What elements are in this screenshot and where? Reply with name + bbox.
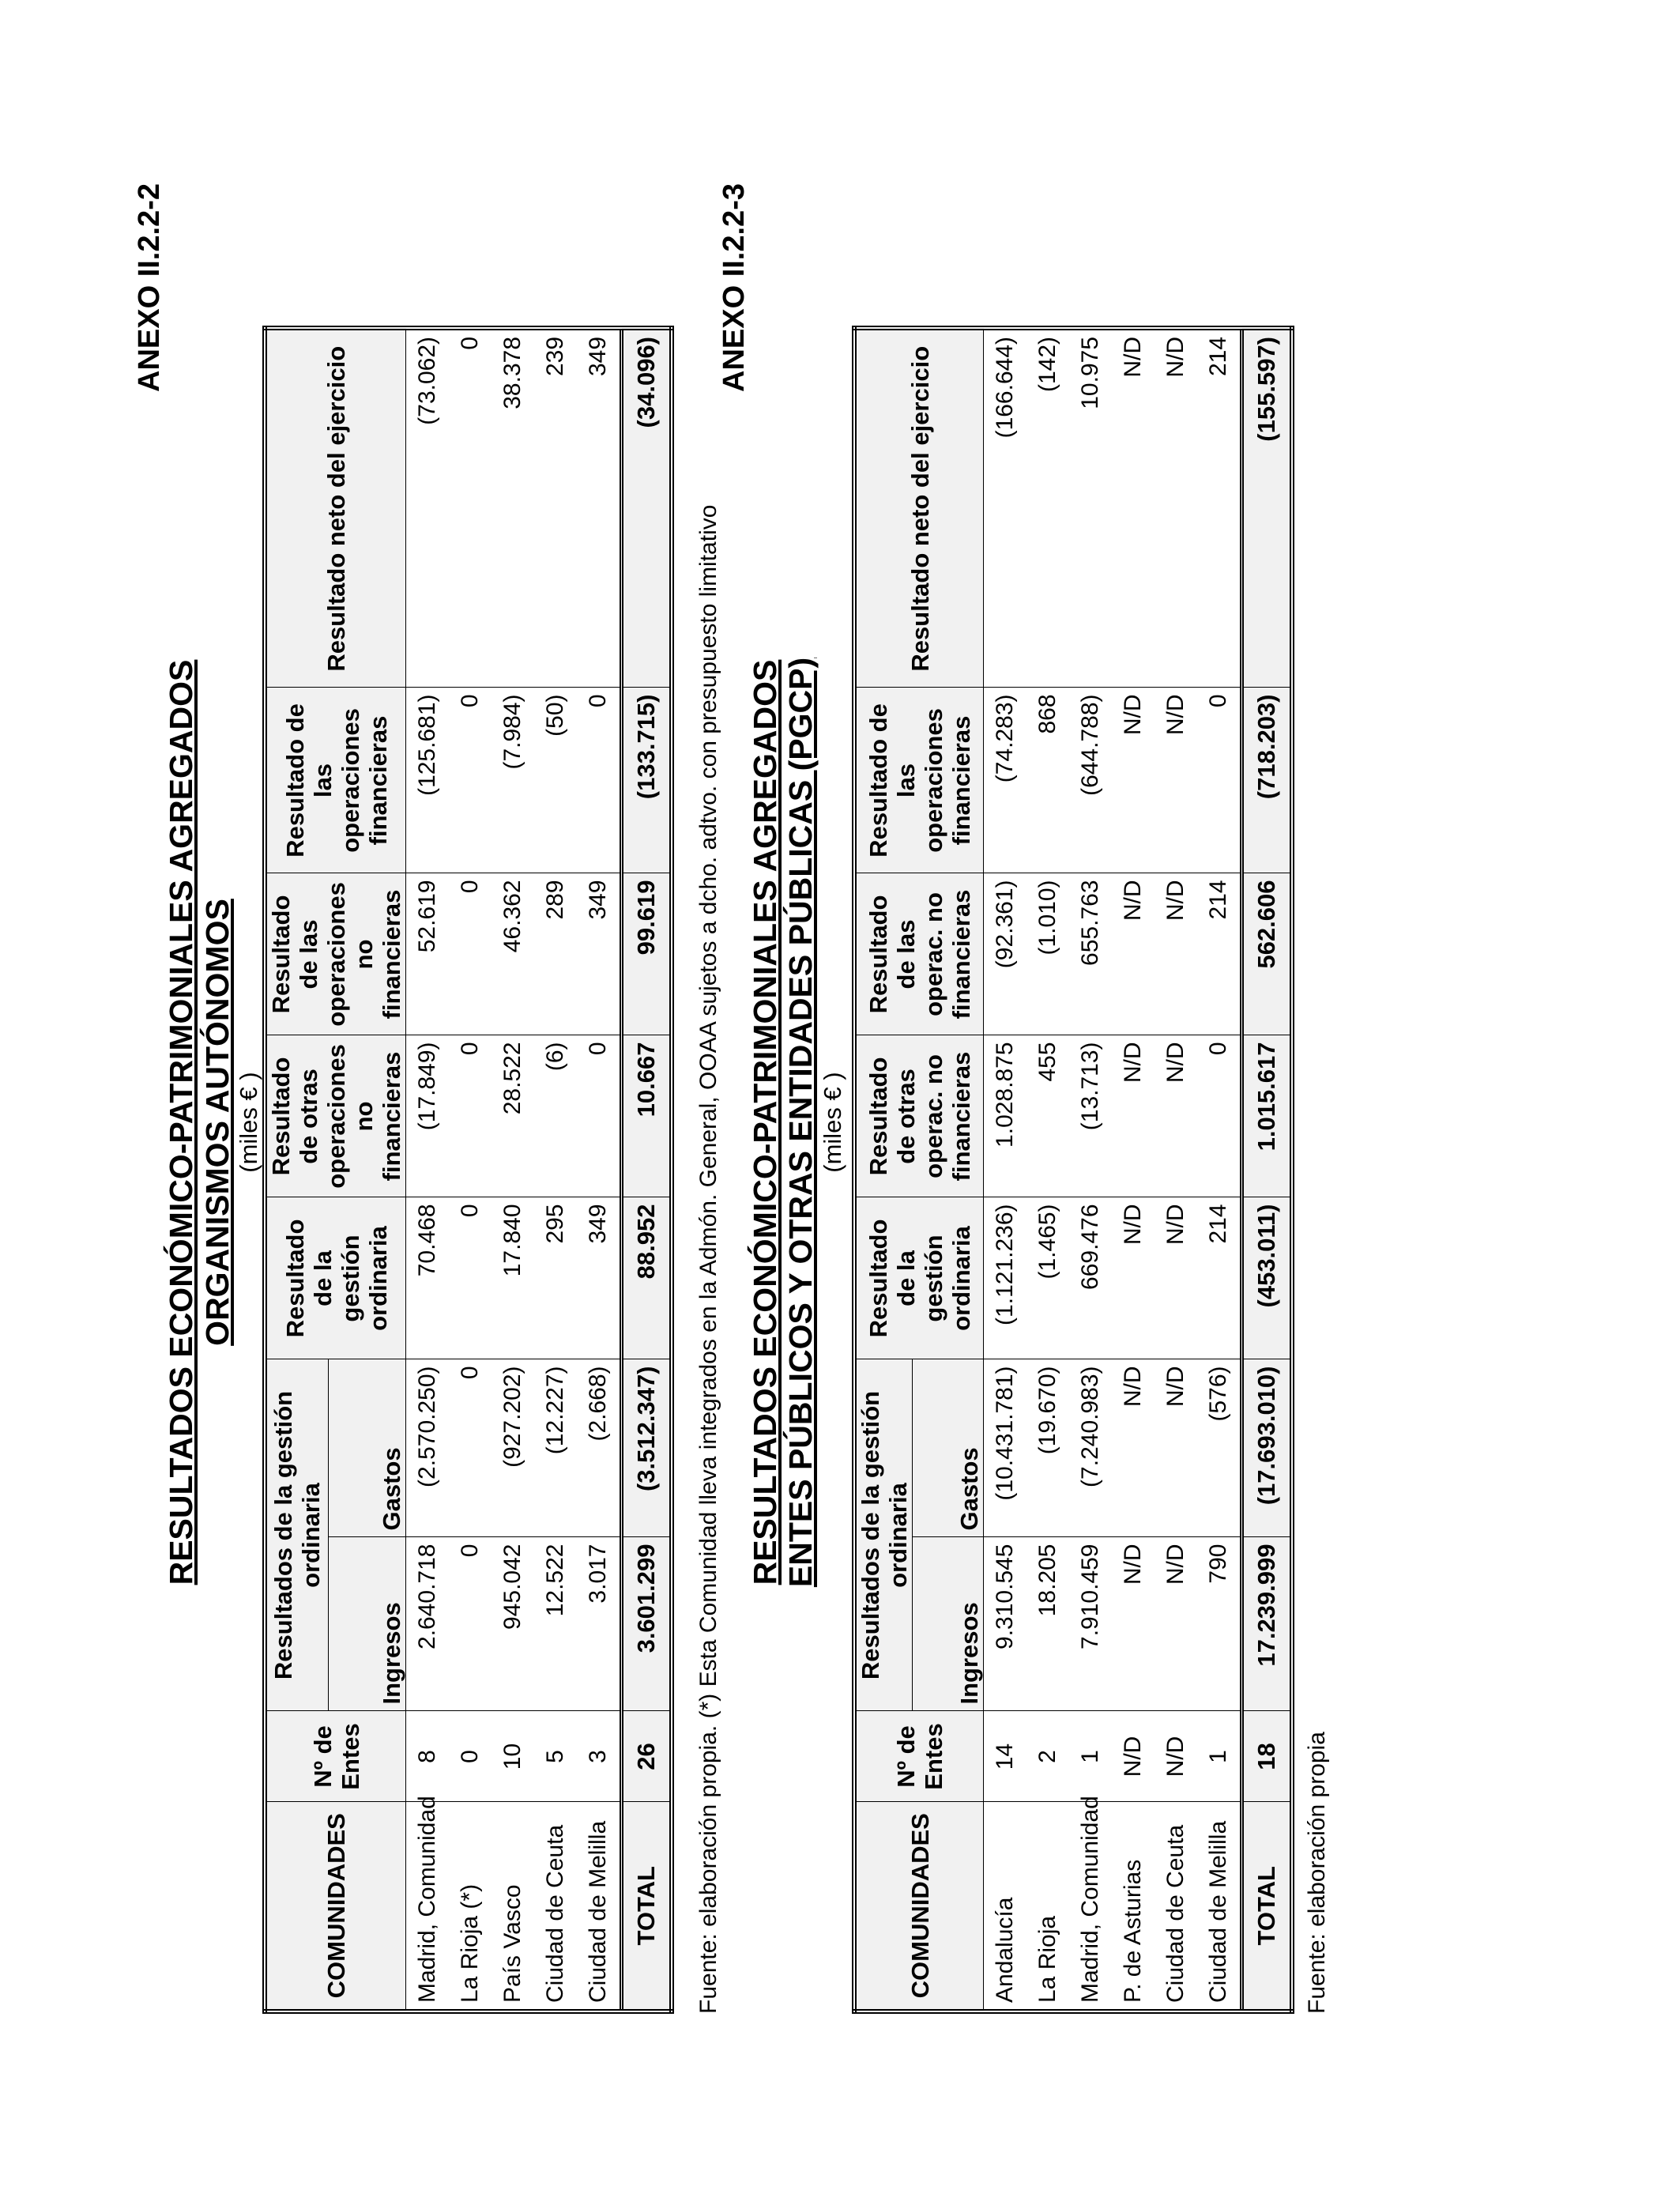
cell-res-otras: 1.028.875 [984, 1035, 1027, 1197]
cell-res-fin: 0 [1197, 688, 1242, 873]
table2-title-line2: ENTES PÚBLICOS Y OTRAS ENTIDADES PÚBLICAS (PGCP) [782, 657, 819, 1588]
cell-res-gestion: 70.468 [406, 1197, 450, 1359]
cell-res-fin: 0 [449, 688, 492, 873]
cell-res-fin: 868 [1026, 688, 1069, 873]
cell-ingresos: 2.640.718 [406, 1537, 450, 1711]
cell-comunidad: País Vasco [492, 1802, 534, 2011]
cell-res-gestion: N/D [1155, 1197, 1197, 1359]
cell-ingresos: 18.205 [1026, 1537, 1069, 1711]
cell-res-no-fin: (1.010) [1026, 873, 1069, 1035]
header-res-neto: Resultado neto del ejercicio [265, 328, 406, 688]
cell-res-no-fin: 214 [1197, 873, 1242, 1035]
table-row [1069, 328, 1112, 2011]
cell-res-no-fin: 0 [449, 873, 492, 1035]
cell-entes: N/D [1155, 1711, 1197, 1802]
cell-res-otras: (13.713) [1069, 1035, 1112, 1197]
cell-res-no-fin: 655.763 [1069, 873, 1112, 1035]
cell-res-fin: (125.681) [406, 688, 450, 873]
cell-comunidad: TOTAL [622, 1802, 672, 2011]
header-comunidades: COMUNIDADES [854, 1802, 984, 2011]
table2-footnote: Fuente: elaboración propia [1304, 1732, 1330, 2014]
cell-res-neto: 38.378 [492, 328, 534, 688]
cell-res-neto: (73.062) [406, 328, 450, 688]
cell-res-no-fin: 46.362 [492, 873, 534, 1035]
table-row [984, 328, 1027, 2011]
cell-entes: 2 [1026, 1711, 1069, 1802]
cell-gastos: (576) [1197, 1359, 1242, 1537]
cell-gastos: (927.202) [492, 1359, 534, 1537]
cell-ingresos: 3.601.299 [622, 1537, 672, 1711]
table-row [1026, 328, 1069, 2011]
cell-ingresos: 790 [1197, 1537, 1242, 1711]
cell-res-neto: 239 [534, 328, 577, 688]
cell-res-neto: (142) [1026, 328, 1069, 688]
cell-res-gestion: 17.840 [492, 1197, 534, 1359]
cell-entes: 26 [622, 1711, 672, 1802]
cell-comunidad: Ciudad de Melilla [1197, 1802, 1242, 2011]
header-res-gestion: Resultado de la gestión ordinaria [854, 1197, 984, 1359]
header-res-otras: Resultado de otras operaciones no financieras [265, 1035, 406, 1197]
cell-comunidad: Ciudad de Melilla [577, 1802, 622, 2011]
cell-ingresos: 945.042 [492, 1537, 534, 1711]
cell-gastos: (19.670) [1026, 1359, 1069, 1537]
cell-res-fin: (74.283) [984, 688, 1027, 873]
cell-gastos: (17.693.010) [1242, 1359, 1293, 1537]
cell-res-otras: 28.522 [492, 1035, 534, 1197]
cell-comunidad: Ciudad de Ceuta [534, 1802, 577, 2011]
header-res-otras: Resultado de otras operac. no financieras [854, 1035, 984, 1197]
cell-entes: 10 [492, 1711, 534, 1802]
cell-res-fin: (718.203) [1242, 688, 1293, 873]
header-res-neto: Resultado neto del ejercicio [854, 328, 984, 688]
cell-res-no-fin: 52.619 [406, 873, 450, 1035]
header-gestion-group: Resultados de la gestión ordinaria [265, 1359, 328, 1711]
cell-gastos: (12.227) [534, 1359, 577, 1537]
cell-res-fin: N/D [1155, 688, 1197, 873]
table2 [852, 326, 1294, 2014]
table-row [534, 328, 577, 2011]
cell-res-neto: (34.096) [622, 328, 672, 688]
header-res-fin: Resultado de las operaciones financieras [854, 688, 984, 873]
header-gastos: Gastos [913, 1359, 984, 1537]
cell-res-no-fin: N/D [1112, 873, 1155, 1035]
cell-res-neto: 349 [577, 328, 622, 688]
table2-title-line1: RESULTADOS ECONÓMICO-PATRIMONIALES AGREGADOS [747, 659, 783, 1585]
cell-res-no-fin: N/D [1155, 873, 1197, 1035]
cell-res-otras: (6) [534, 1035, 577, 1197]
cell-ingresos: 7.910.459 [1069, 1537, 1112, 1711]
cell-gastos: (7.240.983) [1069, 1359, 1112, 1537]
header-res-no-fin: Resultado de las operaciones no financieras [265, 873, 406, 1035]
cell-res-fin: 0 [577, 688, 622, 873]
cell-res-gestion: (453.011) [1242, 1197, 1293, 1359]
header-comunidades: COMUNIDADES [265, 1802, 406, 2011]
cell-entes: 8 [406, 1711, 450, 1802]
cell-entes: 14 [984, 1711, 1027, 1802]
table-row [1197, 328, 1242, 2011]
header-res-fin: Resultado de las operaciones financieras [265, 688, 406, 873]
cell-res-otras: 0 [1197, 1035, 1242, 1197]
cell-res-neto: (166.644) [984, 328, 1027, 688]
cell-res-no-fin: 289 [534, 873, 577, 1035]
table-row [1112, 328, 1155, 2011]
cell-res-fin: (644.788) [1069, 688, 1112, 873]
cell-gastos: (2.570.250) [406, 1359, 450, 1537]
cell-res-neto: (155.597) [1242, 328, 1293, 688]
cell-res-otras: (17.849) [406, 1035, 450, 1197]
cell-res-neto: 214 [1197, 328, 1242, 688]
cell-ingresos: 3.017 [577, 1537, 622, 1711]
cell-comunidad: TOTAL [1242, 1802, 1293, 2011]
cell-comunidad: La Rioja [1026, 1802, 1069, 2011]
table-row [1155, 328, 1197, 2011]
annex-label-2: ANEXO II.2.2-3 [718, 183, 751, 392]
table1 [262, 326, 674, 2014]
cell-ingresos: N/D [1155, 1537, 1197, 1711]
cell-res-neto: 0 [449, 328, 492, 688]
cell-ingresos: 0 [449, 1537, 492, 1711]
cell-res-gestion: 349 [577, 1197, 622, 1359]
cell-ingresos: N/D [1112, 1537, 1155, 1711]
header-entes: Nº de Entes [265, 1711, 406, 1802]
header-res-no-fin: Resultado de las operac. no financieras [854, 873, 984, 1035]
cell-comunidad: P. de Asturias [1112, 1802, 1155, 2011]
cell-comunidad: Madrid, Comunidad [406, 1802, 450, 2011]
cell-res-gestion: 88.952 [622, 1197, 672, 1359]
cell-res-neto: 10.975 [1069, 328, 1112, 688]
cell-comunidad: La Rioja (*) [449, 1802, 492, 2011]
header-entes: Nº de Entes [854, 1711, 984, 1802]
total-row [1242, 328, 1293, 2011]
table1-title-line1: RESULTADOS ECONÓMICO-PATRIMONIALES AGREGADOS [163, 659, 199, 1585]
cell-res-gestion: 0 [449, 1197, 492, 1359]
cell-entes: 3 [577, 1711, 622, 1802]
header-gestion-group: Resultados de la gestión ordinaria [854, 1359, 913, 1711]
cell-gastos: (10.431.781) [984, 1359, 1027, 1537]
table-row [577, 328, 622, 2011]
cell-res-otras: 455 [1026, 1035, 1069, 1197]
cell-ingresos: 12.522 [534, 1537, 577, 1711]
cell-res-gestion: (1.465) [1026, 1197, 1069, 1359]
cell-res-otras: 0 [449, 1035, 492, 1197]
cell-res-no-fin: (92.361) [984, 873, 1027, 1035]
cell-entes: 1 [1197, 1711, 1242, 1802]
table1-units: (miles € ) [235, 1072, 262, 1173]
table-row [406, 328, 450, 2011]
cell-res-gestion: 214 [1197, 1197, 1242, 1359]
cell-gastos: (2.668) [577, 1359, 622, 1537]
cell-res-fin: N/D [1112, 688, 1155, 873]
cell-comunidad: Andalucía [984, 1802, 1027, 2011]
cell-res-otras: 10.667 [622, 1035, 672, 1197]
cell-gastos: N/D [1155, 1359, 1197, 1537]
cell-entes: 5 [534, 1711, 577, 1802]
cell-res-gestion: 669.476 [1069, 1197, 1112, 1359]
cell-ingresos: 9.310.545 [984, 1537, 1027, 1711]
cell-gastos: (3.512.347) [622, 1359, 672, 1537]
cell-res-fin: (7.984) [492, 688, 534, 873]
cell-res-no-fin: 562.606 [1242, 873, 1293, 1035]
table2-units: (miles € ) [819, 1072, 846, 1173]
cell-res-gestion: (1.121.236) [984, 1197, 1027, 1359]
cell-res-otras: N/D [1112, 1035, 1155, 1197]
cell-entes: 18 [1242, 1711, 1293, 1802]
cell-comunidad: Ciudad de Ceuta [1155, 1802, 1197, 2011]
cell-ingresos: 17.239.999 [1242, 1537, 1293, 1711]
cell-res-otras: 0 [577, 1035, 622, 1197]
cell-res-neto: N/D [1112, 328, 1155, 688]
cell-res-no-fin: 349 [577, 873, 622, 1035]
cell-res-fin: (50) [534, 688, 577, 873]
cell-entes: N/D [1112, 1711, 1155, 1802]
header-ingresos: Ingresos [913, 1537, 984, 1711]
table-row [449, 328, 492, 2011]
cell-res-otras: N/D [1155, 1035, 1197, 1197]
cell-res-fin: (133.715) [622, 688, 672, 873]
total-row [622, 328, 672, 2011]
header-ingresos: Ingresos [328, 1537, 405, 1711]
cell-res-gestion: N/D [1112, 1197, 1155, 1359]
cell-res-no-fin: 99.619 [622, 873, 672, 1035]
cell-gastos: N/D [1112, 1359, 1155, 1537]
cell-comunidad: Madrid, Comunidad [1069, 1802, 1112, 2011]
header-res-gestion: Resultado de la gestión ordinaria [265, 1197, 406, 1359]
cell-gastos: 0 [449, 1359, 492, 1537]
table1-footnote: Fuente: elaboración propia. (*) Esta Comunidad lleva integrados en la Admón. General, OOAA sujetos a dcho. adtvo. con presupuesto limitativo [695, 504, 721, 2014]
table-row [492, 328, 534, 2011]
table1-title-line2: ORGANISMOS AUTÓNOMOS [199, 899, 235, 1346]
cell-res-otras: 1.015.617 [1242, 1035, 1293, 1197]
cell-entes: 1 [1069, 1711, 1112, 1802]
cell-res-gestion: 295 [534, 1197, 577, 1359]
cell-entes: 0 [449, 1711, 492, 1802]
header-gastos: Gastos [328, 1359, 405, 1537]
annex-label-1: ANEXO II.2.2-2 [133, 183, 166, 392]
cell-res-neto: N/D [1155, 328, 1197, 688]
